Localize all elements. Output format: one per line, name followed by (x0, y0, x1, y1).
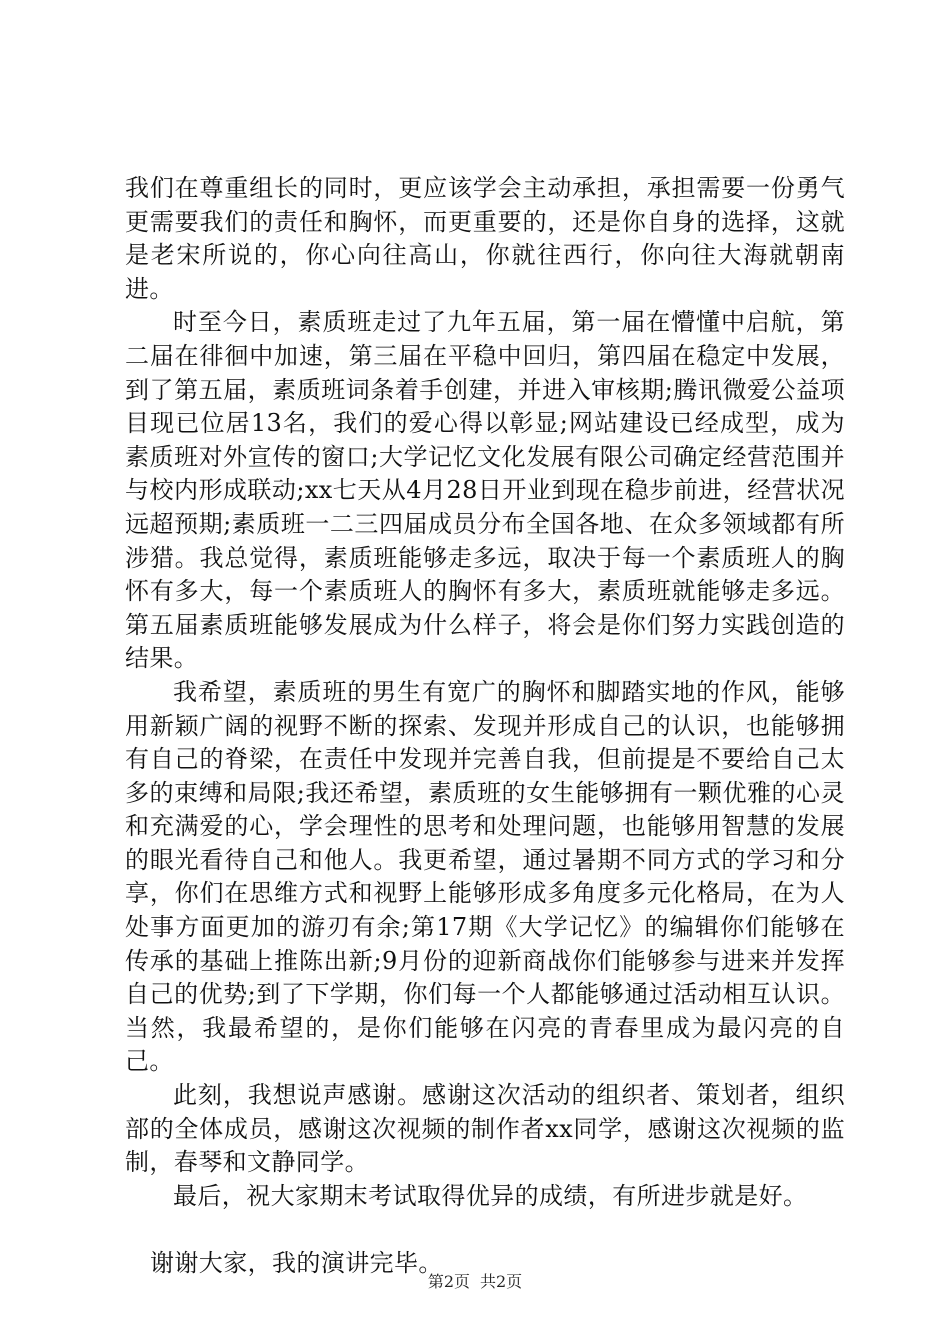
page-number-current: 第2页 (427, 1272, 470, 1291)
closing-line: 谢谢大家，我的演讲完毕。 (150, 1249, 443, 1277)
page-number-total: 共2页 (480, 1272, 523, 1291)
paragraph-3: 我希望，素质班的男生有宽广的胸怀和脚踏实地的作风，能够用新颖广阔的视野不断的探索、发现并形成自己的认识，也能够拥有自己的脊梁，在责任中发现并完善自我，但前提是不要给自己太多的束缚和局限;我还希望，素质班的女生能够拥有一颗优雅的心灵和充满爱的心，学会理性的思考和处理问题，也能够用智慧的发展的眼光看待自己和他人。我更希望，通过暑期不同方式的学习和分享，你们在思维方式和视野上能够形成多角度多元化格局，在为人处事方面更加的游刃有余;第17期《大学记忆》的编辑你们能够在传承的基础上推陈出新;9月份的迎新商战你们能够参与进来并发挥自己的优势;到了下学期，你们每一个人都能够通过活动相互认识。当然，我最希望的，是你们能够在闪亮的青春里成为最闪亮的自己。 (125, 677, 845, 1076)
paragraph-5: 最后，祝大家期末考试取得优异的成绩，有所进步就是好。 (173, 1181, 808, 1210)
paragraph-4: 此刻，我想说声感谢。感谢这次活动的组织者、策划者，组织部的全体成员，感谢这次视频的制作者xx同学，感谢这次视频的监制，春琴和文静同学。 (125, 1081, 845, 1177)
document-body (125, 172, 845, 1281)
page-footer (0, 1272, 950, 1292)
paragraph-1: 我们在尊重组长的同时，更应该学会主动承担，承担需要一份勇气更需要我们的责任和胸怀，而更重要的，还是你自身的选择，这就是老宋所说的，你心向往高山，你就往西行，你向往大海就朝南进。 (125, 174, 845, 303)
paragraph-2: 时至今日，素质班走过了九年五届，第一届在懵懂中启航，第二届在徘徊中加速，第三届在平稳中回归，第四届在稳定中发展，到了第五届，素质班词条着手创建，并进入审核期;腾讯微爱公益项目现已位居13名，我们的爱心得以彰显;网站建设已经成型，成为素质班对外宣传的窗口;大学记忆文化发展有限公司确定经营范围并与校内形成联动;xx七天从4月28日开业到现在稳步前进，经营状况远超预期;素质班一二三四届成员分布全国各地、在众多领域都有所涉猎。我总觉得，素质班能够走多远，取决于每一个素质班人的胸怀有多大，每一个素质班人的胸怀有多大，素质班就能够走多远。第五届素质班能够发展成为什么样子，将会是你们努力实践创造的结果。 (125, 308, 845, 673)
